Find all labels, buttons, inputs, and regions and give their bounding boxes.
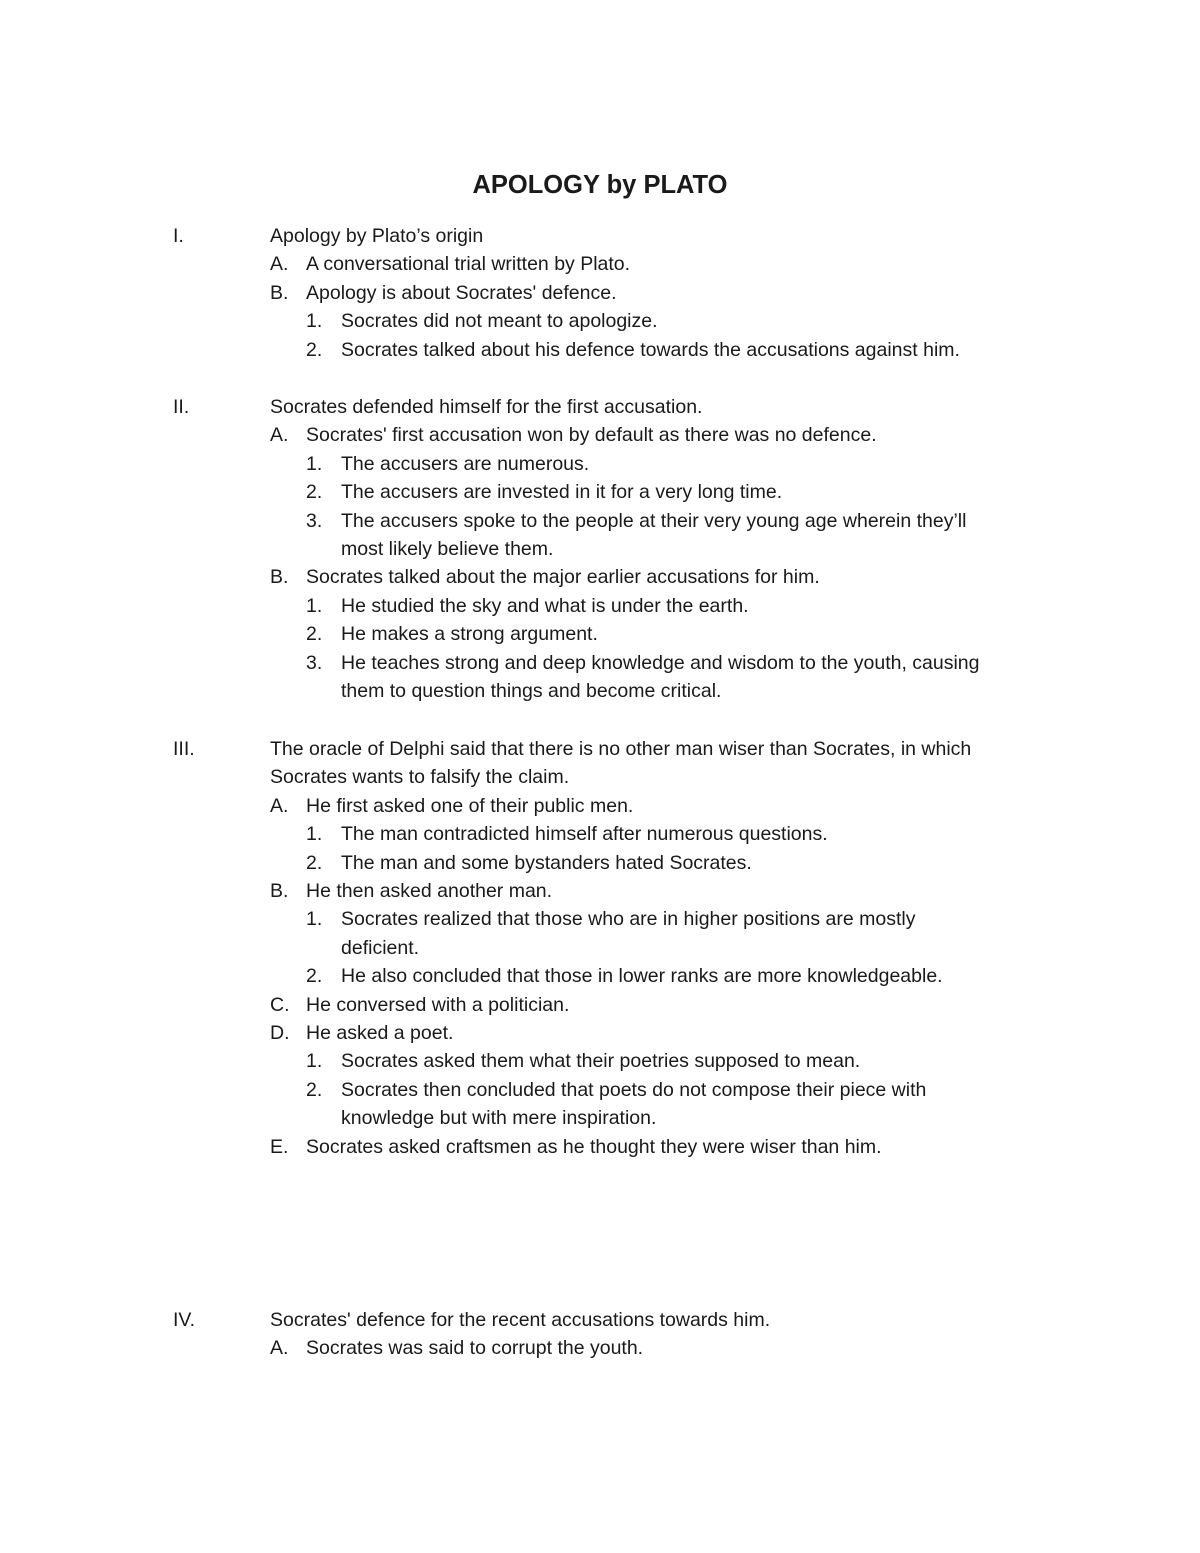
item-text: He makes a strong argument.	[341, 623, 598, 646]
outline-subitem	[0, 962, 1200, 990]
item-text: The accusers are numerous.	[341, 452, 590, 475]
item-marker: 2.	[306, 623, 323, 646]
item-text: He teaches strong and deep knowledge and wisdom to the youth, causing	[341, 651, 980, 674]
item-text-continuation: them to question things and become critical.	[341, 680, 722, 702]
item-continuation-line	[0, 535, 1200, 563]
item-text: The accusers are invested in it for a very long time.	[341, 481, 783, 504]
item-text: A conversational trial written by Plato.	[306, 253, 631, 276]
item-marker: 2.	[306, 481, 323, 504]
item-marker: 1.	[306, 823, 323, 846]
item-text: He also concluded that those in lower ranks are more knowledgeable.	[341, 965, 943, 988]
item-marker: 1.	[306, 908, 323, 931]
item-marker: 2.	[306, 338, 323, 361]
outline-subitem	[0, 507, 1200, 535]
item-marker: I.	[173, 225, 184, 247]
item-marker: IV.	[173, 1309, 196, 1331]
item-marker: 2.	[306, 851, 323, 874]
outline-item	[0, 563, 1200, 591]
outline-subitem	[0, 905, 1200, 933]
outline-item	[0, 877, 1200, 905]
item-marker: B.	[270, 880, 289, 902]
item-text: The accusers spoke to the people at their very young age wherein they’ll	[341, 509, 967, 532]
outline-subitem	[0, 1047, 1200, 1075]
item-marker: A.	[270, 1337, 289, 1360]
item-marker: 1.	[306, 1050, 323, 1073]
outline-subitem	[0, 336, 1200, 364]
item-text: He then asked another man.	[306, 880, 553, 902]
outline-item	[0, 1334, 1200, 1362]
item-text: Socrates asked craftsmen as he thought they were wiser than him.	[306, 1135, 882, 1158]
item-text: He studied the sky and what is under the earth.	[341, 594, 749, 617]
page-title: APOLOGY by PLATO	[472, 171, 728, 199]
section-heading	[0, 735, 1200, 763]
item-marker: B.	[270, 566, 289, 589]
item-marker: III.	[173, 738, 195, 760]
item-marker: C.	[270, 993, 290, 1016]
item-text: Apology is about Socrates' defence.	[306, 281, 617, 304]
section-heading	[0, 393, 1200, 421]
outline-item	[0, 421, 1200, 449]
item-continuation-line	[0, 1104, 1200, 1132]
item-text: Socrates did not meant to apologize.	[341, 310, 658, 333]
item-text: He conversed with a politician.	[306, 993, 570, 1016]
outline-item	[0, 250, 1200, 278]
item-text: Socrates' defence for the recent accusations towards him.	[270, 1309, 771, 1331]
item-text: Socrates talked about his defence towards the accusations against him.	[341, 338, 960, 361]
item-text: Socrates was said to corrupt the youth.	[306, 1337, 644, 1360]
item-text: Apology by Plato’s origin	[270, 225, 484, 247]
item-text: He first asked one of their public men.	[306, 794, 634, 817]
section-heading	[0, 1306, 1200, 1334]
item-marker: A.	[270, 424, 289, 447]
item-marker: 2.	[306, 1078, 323, 1101]
item-text: Socrates defended himself for the first accusation.	[270, 396, 703, 418]
item-marker: B.	[270, 281, 289, 304]
outline-item	[0, 279, 1200, 307]
item-text: The man and some bystanders hated Socrates.	[341, 851, 752, 874]
item-text-continuation: knowledge but with mere inspiration.	[341, 1107, 657, 1130]
item-marker: 1.	[306, 452, 323, 475]
item-continuation-line	[0, 763, 1200, 791]
item-marker: E.	[270, 1135, 289, 1158]
item-marker: A.	[270, 794, 289, 817]
section-heading	[0, 222, 1200, 250]
item-continuation-line	[0, 677, 1200, 705]
outline-item	[0, 1019, 1200, 1047]
item-marker: 1.	[306, 594, 323, 617]
outline-subitem	[0, 820, 1200, 848]
item-text: Socrates asked them what their poetries supposed to mean.	[341, 1050, 861, 1073]
item-marker: A.	[270, 253, 289, 276]
item-text: The man contradicted himself after numerous questions.	[341, 823, 828, 846]
outline-subitem	[0, 1076, 1200, 1104]
item-marker: 3.	[306, 651, 323, 674]
outline-subitem	[0, 307, 1200, 335]
item-text: Socrates' first accusation won by default as there was no defence.	[306, 424, 877, 447]
item-text-continuation: deficient.	[341, 936, 420, 959]
item-marker: 2.	[306, 965, 323, 988]
outline-subitem	[0, 450, 1200, 478]
item-text: He asked a poet.	[306, 1022, 454, 1044]
outline-subitem	[0, 620, 1200, 648]
item-marker: II.	[173, 396, 190, 418]
item-marker: 3.	[306, 509, 323, 532]
outline-subitem	[0, 849, 1200, 877]
item-text-continuation: Socrates wants to falsify the claim.	[270, 766, 570, 789]
outline-item	[0, 1133, 1200, 1161]
outline-item	[0, 991, 1200, 1019]
outline-subitem	[0, 592, 1200, 620]
item-marker: D.	[270, 1022, 290, 1044]
item-text: Socrates talked about the major earlier accusations for him.	[306, 566, 820, 589]
item-text: Socrates realized that those who are in higher positions are mostly	[341, 908, 916, 931]
item-text-continuation: most likely believe them.	[341, 538, 554, 560]
item-marker: 1.	[306, 310, 323, 333]
item-text: The oracle of Delphi said that there is no other man wiser than Socrates, in which	[270, 738, 972, 760]
item-text: Socrates then concluded that poets do not compose their piece with	[341, 1078, 927, 1101]
item-continuation-line	[0, 934, 1200, 962]
outline-subitem	[0, 478, 1200, 506]
outline-subitem	[0, 649, 1200, 677]
outline-item	[0, 792, 1200, 820]
